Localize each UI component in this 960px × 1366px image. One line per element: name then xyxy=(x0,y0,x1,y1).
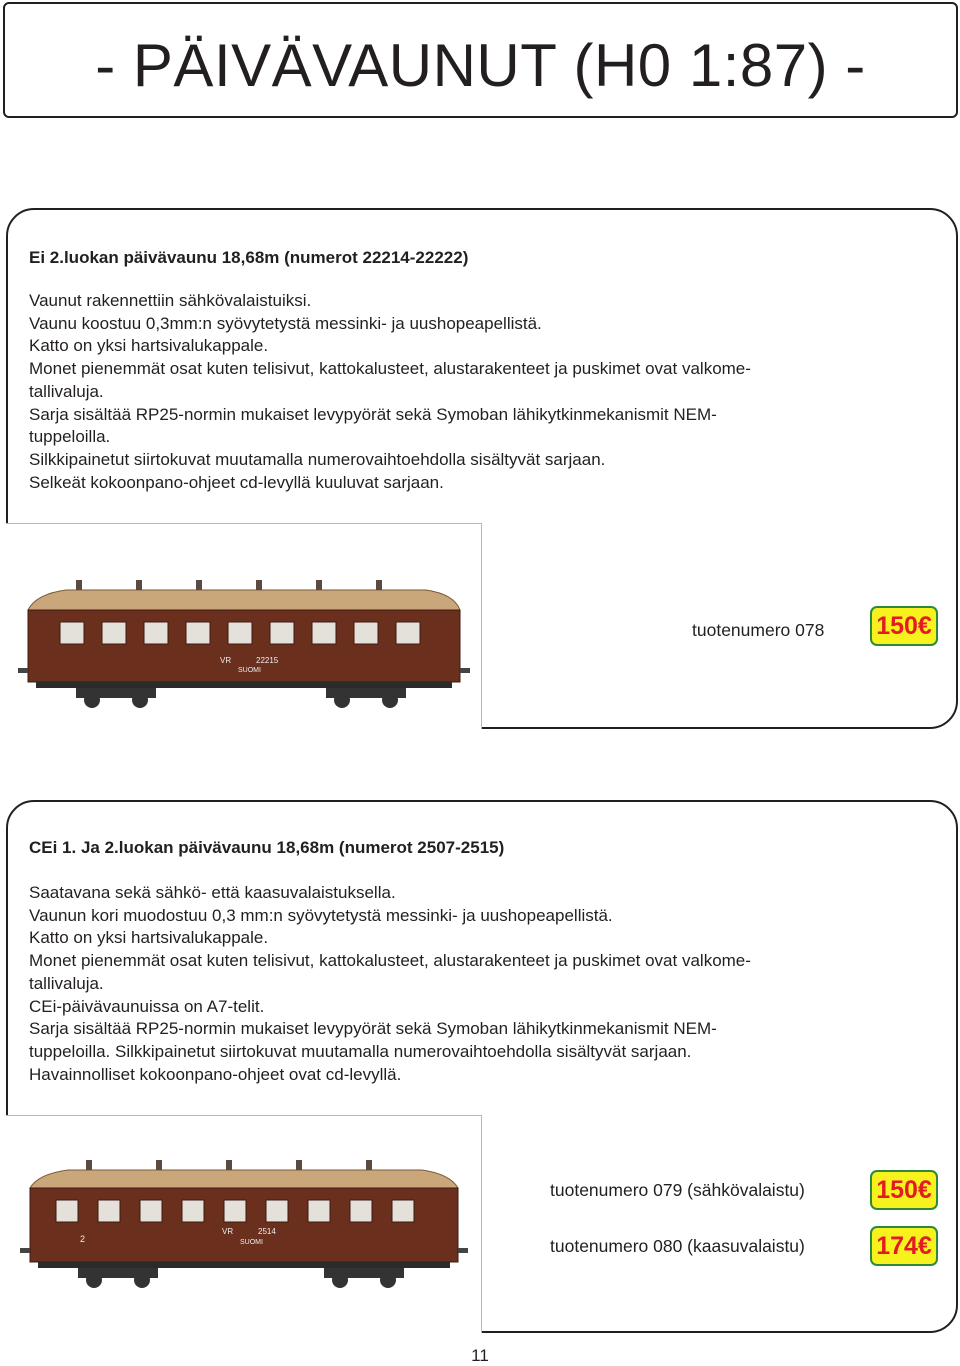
desc-line: Vaunu koostuu 0,3mm:n syövytetystä messinki- ja uushopeapellistä. xyxy=(29,313,542,333)
roof-vents xyxy=(86,1160,372,1170)
price-badge: 174€ xyxy=(870,1226,938,1266)
card-description xyxy=(29,290,929,494)
desc-line: Vaunut rakennettiin sähkövalaistuiksi. xyxy=(29,291,312,310)
title-box xyxy=(3,2,958,118)
desc-line: Saatavana sekä sähkö- että kaasuvalaistuksella. xyxy=(29,883,396,902)
railcar-windows xyxy=(60,622,420,644)
page-title: - PÄIVÄVAUNUT (H0 1:87) - xyxy=(95,32,866,99)
car-number-marking: 22215 xyxy=(256,656,279,665)
railcar-underframe xyxy=(38,1262,450,1268)
desc-line: Silkkipainetut siirtokuvat muutamalla numerovaihtoehdolla sisältyvät sarjaan. xyxy=(29,449,606,469)
railcar-roof xyxy=(28,590,460,610)
desc-line: Katto on yksi hartsivalukappale. xyxy=(29,336,269,356)
price-badge: 150€ xyxy=(870,1170,938,1210)
country-marking: SUOMI xyxy=(238,667,261,674)
card-heading: CEi 1. Ja 2.luokan päivävaunu 18,68m (numerot 2507-2515) xyxy=(29,838,505,857)
desc-line: tallivaluja. xyxy=(29,973,104,993)
railcar-underframe xyxy=(36,682,452,688)
roof-vents xyxy=(76,580,382,590)
desc-line: Monet pienemmät osat kuten telisivut, kattokalusteet, alustarakenteet ja puskimet ovat valkome- xyxy=(29,951,751,971)
desc-line: Sarja sisältää RP25-normin mukaiset levypyörät sekä Symoban lähikytkinmekanismit NEM- xyxy=(29,1019,717,1039)
product-card-ei xyxy=(6,208,958,729)
desc-line: Katto on yksi hartsivalukappale. xyxy=(29,928,269,948)
desc-line: tallivaluja. xyxy=(29,381,104,401)
price-badge: 150€ xyxy=(870,606,938,646)
railcar-bogies xyxy=(78,1268,404,1288)
product-number: tuotenumero 078 xyxy=(692,620,825,640)
desc-line: CEi-päivävaunuissa on A7-telit. xyxy=(29,996,265,1016)
product-number: tuotenumero 080 (kaasuvalaistu) xyxy=(550,1236,805,1256)
product-number: tuotenumero 079 (sähkövalaistu) xyxy=(550,1180,805,1200)
desc-line: Selkeät kokoonpano-ohjeet cd-levyllä kuuluvat sarjaan. xyxy=(29,472,444,492)
card-heading: Ei 2.luokan päivävaunu 18,68m (numerot 22214-22222) xyxy=(29,248,469,267)
desc-line: tuppeloilla. Silkkipainetut siirtokuvat muutamalla numerovaihtoehdolla sisältyvät sarjaan. xyxy=(29,1041,692,1061)
railcar-windows xyxy=(56,1200,414,1222)
railcar-roof xyxy=(30,1170,458,1188)
desc-line: Monet pienemmät osat kuten telisivut, kattokalusteet, alustarakenteet ja puskimet ovat valkome- xyxy=(29,359,751,379)
country-marking: SUOMI xyxy=(240,1239,263,1246)
railway-marking: VR xyxy=(220,656,232,665)
railcar-bogies xyxy=(76,688,406,708)
railcar-body xyxy=(30,1188,458,1262)
class-digit-marking: 2 xyxy=(80,1234,86,1244)
card-description xyxy=(29,882,929,1086)
product-card-cei xyxy=(6,800,958,1333)
railcar-image xyxy=(6,1116,482,1334)
desc-line: Vaunun kori muodostuu 0,3 mm:n syövytetystä messinki- ja uushopeapellistä. xyxy=(29,905,613,925)
desc-line: Havainnolliset kokoonpano-ohjeet ovat cd-levyllä. xyxy=(29,1064,402,1084)
car-number-marking: 2514 xyxy=(258,1227,276,1236)
page-number: 11 xyxy=(471,1346,489,1365)
railway-marking: VR xyxy=(222,1227,234,1236)
desc-line: Sarja sisältää RP25-normin mukaiset levypyörät sekä Symoban lähikytkinmekanismit NEM- xyxy=(29,404,717,424)
product-photo-cei xyxy=(6,1115,482,1333)
desc-line: tuppeloilla. xyxy=(29,427,111,447)
product-photo-ei xyxy=(6,523,482,729)
railcar-image xyxy=(6,524,482,730)
